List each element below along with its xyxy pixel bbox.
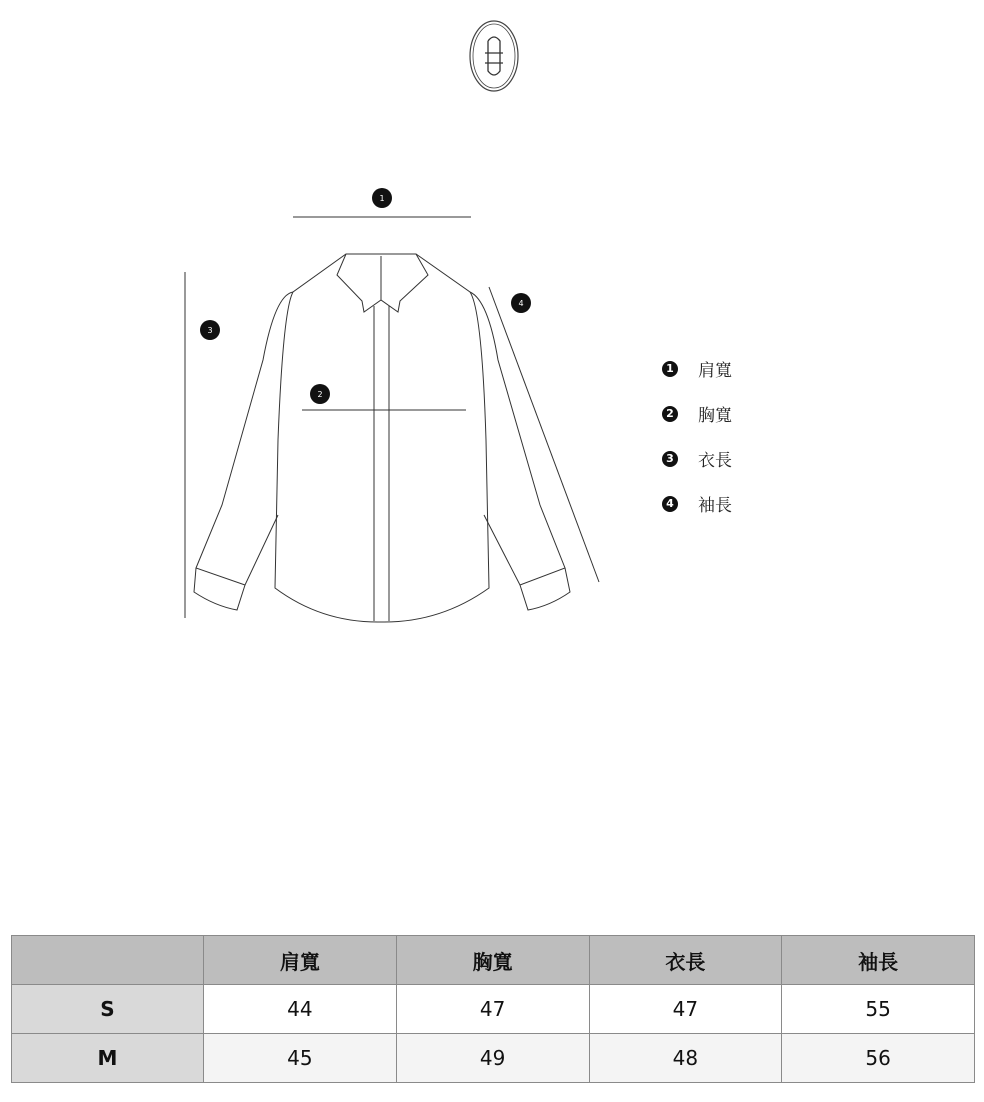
marker-2 <box>310 384 330 404</box>
table-cell: 47 <box>589 985 782 1034</box>
svg-text:3: 3 <box>207 326 213 335</box>
marker-3 <box>200 320 220 340</box>
collar <box>337 254 428 312</box>
table-header-row <box>12 936 975 985</box>
table-cell: 55 <box>782 985 975 1034</box>
header-cell-length: 衣長 <box>589 936 782 985</box>
legend-number: 4 <box>662 496 678 512</box>
marker-4 <box>511 293 531 313</box>
header-cell-chest: 胸寬 <box>396 936 589 985</box>
size-chart-table <box>11 935 975 1083</box>
table-cell: 45 <box>204 1034 397 1083</box>
legend-item-chest <box>662 391 732 436</box>
svg-text:4: 4 <box>518 299 524 308</box>
table-cell: 48 <box>589 1034 782 1083</box>
legend-label: 衣長 <box>698 451 732 471</box>
table-cell: 49 <box>396 1034 589 1083</box>
legend-number: 2 <box>662 406 678 422</box>
legend-item-shoulder <box>662 346 732 391</box>
table-cell: 44 <box>204 985 397 1034</box>
table-row <box>12 985 975 1034</box>
right-sleeve <box>470 292 565 585</box>
sleeve-length-line <box>489 287 599 582</box>
size-label: S <box>12 985 204 1034</box>
legend-label: 肩寬 <box>698 361 732 381</box>
legend-item-length <box>662 436 732 481</box>
table-row <box>12 1034 975 1083</box>
legend-label: 袖長 <box>698 496 732 516</box>
legend-label: 胸寬 <box>698 406 732 426</box>
table-cell: 56 <box>782 1034 975 1083</box>
measurement-legend <box>662 346 732 526</box>
shirt-body <box>275 254 489 622</box>
header-cell-shoulder: 肩寬 <box>204 936 397 985</box>
svg-text:2: 2 <box>317 390 323 399</box>
header-cell-empty <box>12 936 204 985</box>
header-cell-sleeve: 袖長 <box>782 936 975 985</box>
size-label: M <box>12 1034 204 1083</box>
legend-number: 1 <box>662 361 678 377</box>
table-cell: 47 <box>396 985 589 1034</box>
marker-1 <box>372 188 392 208</box>
svg-text:1: 1 <box>379 194 385 203</box>
legend-number: 3 <box>662 451 678 467</box>
legend-item-sleeve <box>662 481 732 526</box>
